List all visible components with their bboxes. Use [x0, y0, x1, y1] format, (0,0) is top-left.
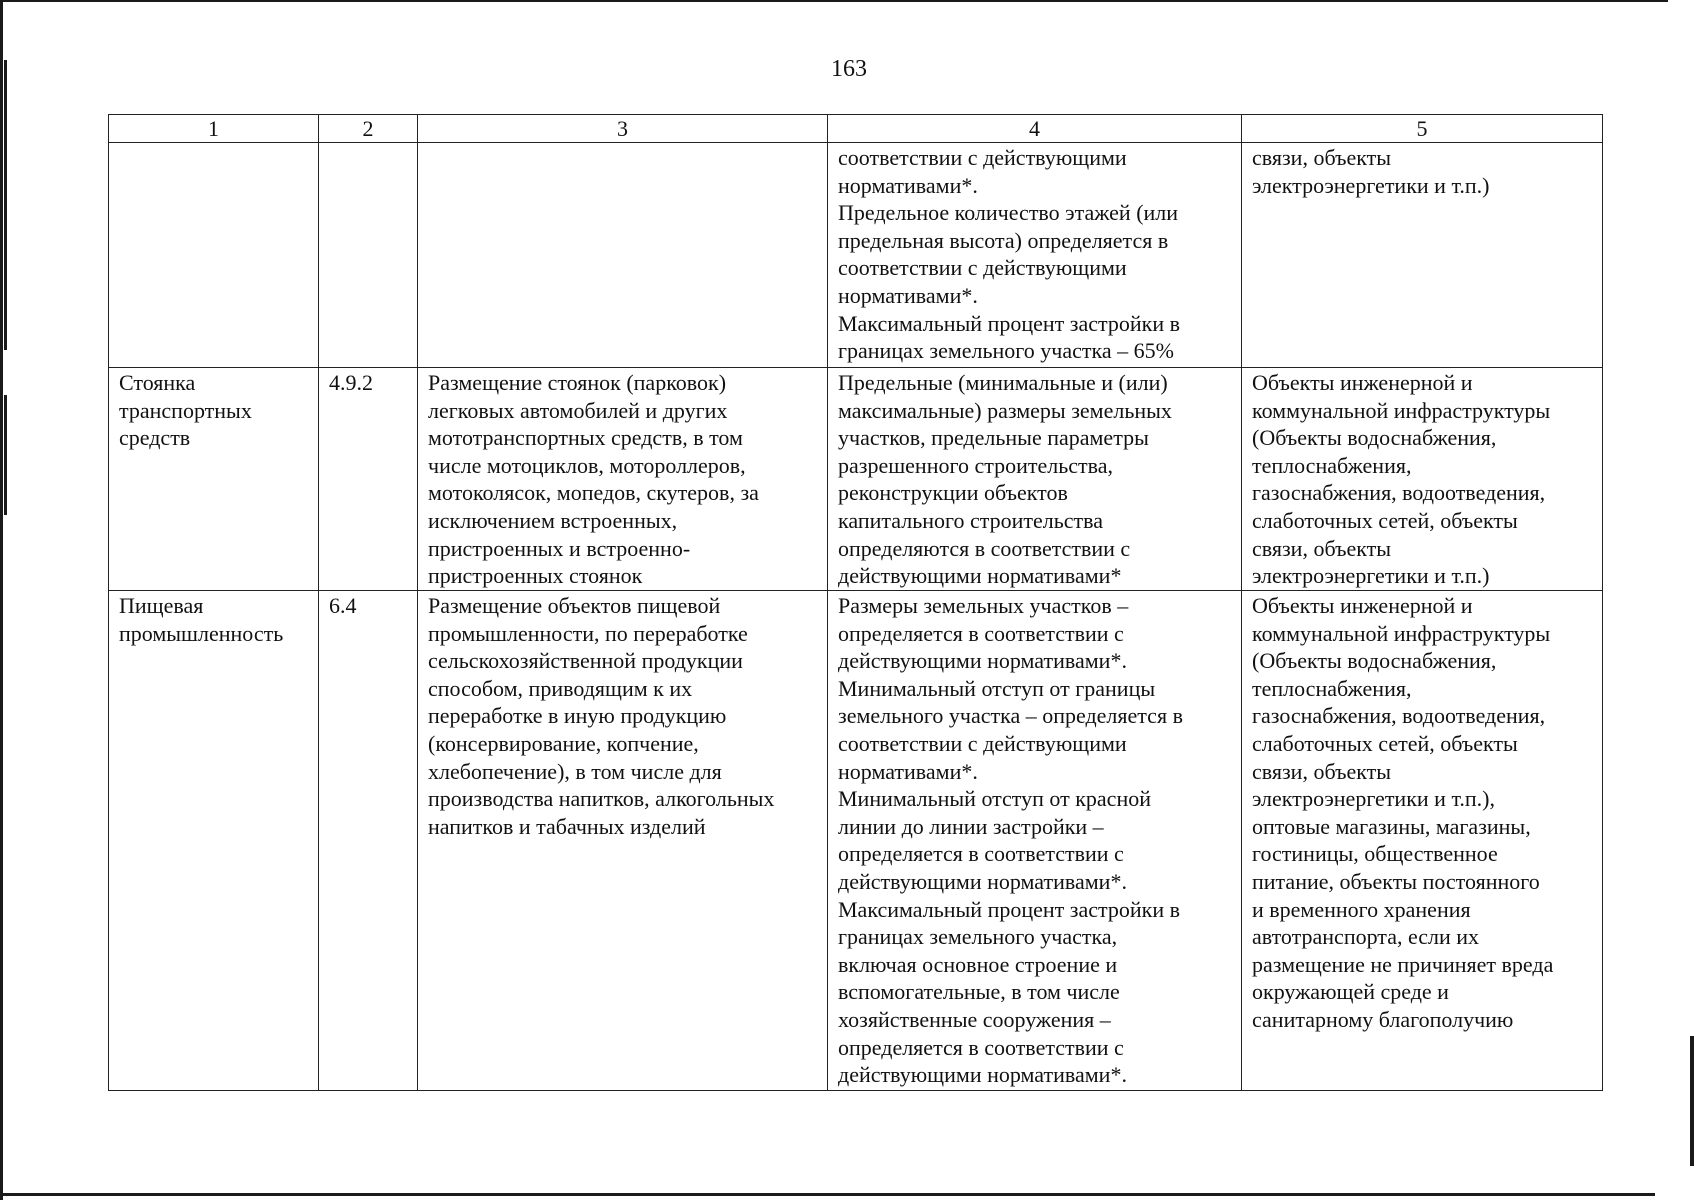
column-header-4: 4 [828, 115, 1242, 143]
cell-name [109, 143, 319, 368]
scan-frame-left-mark [4, 395, 7, 515]
cell-parameters: Предельные (минимальные и (или) максимальные) размеры земельных участков, предельные параметры разрешенного строительства, реконструкции объектов капитального строительства определяются в соответствии с действующими нормативами* [828, 368, 1242, 591]
cell-description: Размещение стоянок (парковок) легковых автомобилей и других мототранспортных средств, в том числе мотоциклов, мотороллеров, мотоколясок, мопедов, скутеров, за исключением встроенных, пристроенных и встроенно- пристроенных стоянок [418, 368, 828, 591]
table-row [109, 368, 1603, 591]
scan-frame-bottom-edge [0, 1193, 1655, 1196]
column-header-5: 5 [1242, 115, 1603, 143]
column-header-1: 1 [109, 115, 319, 143]
column-header-3: 3 [418, 115, 828, 143]
cell-code [319, 143, 418, 368]
cell-parameters: соответствии с действующими нормативами*. Предельное количество этажей (или предельная высота) определяется в соответствии с действующими нормативами*. Максимальный процент застройки в границах земельного участка – 65% [828, 143, 1242, 368]
table-row [109, 591, 1603, 1091]
scan-frame-right-mark [1690, 1036, 1694, 1166]
cell-parameters: Размеры земельных участков – определяется в соответствии с действующими нормативами*. Минимальный отступ от границы земельного участка – определяется в соответствии с действующими нормативами*. Минимальный отступ от красной линии до линии застройки – определяется в соответствии с действующими нормативами*. Максимальный процент застройки в границах земельного участка, включая основное строение и вспомогательные, в том числе хозяйственные сооружения – определяется в соответствии с действующими нормативами*. [828, 591, 1242, 1091]
page-number: 163 [831, 56, 867, 82]
scan-frame-top-edge [0, 0, 1668, 2]
table-row [109, 143, 1603, 368]
cell-auxiliary-uses: Объекты инженерной и коммунальной инфраструктуры (Объекты водоснабжения, теплоснабжения, газоснабжения, водоотведения, слаботочных сетей, объекты связи, объекты электроэнергетики и т.п.) [1242, 368, 1603, 591]
cell-auxiliary-uses: Объекты инженерной и коммунальной инфраструктуры (Объекты водоснабжения, теплоснабжения, газоснабжения, водоотведения, слаботочных сетей, объекты связи, объекты электроэнергетики и т.п.), оптовые магазины, магазины, гостиницы, общественное питание, объекты постоянного и временного хранения автотранспорта, если их размещение не причиняет вреда окружающей среде и санитарному благополучию [1242, 591, 1603, 1091]
table-header-row [109, 115, 1603, 143]
cell-code: 4.9.2 [319, 368, 418, 591]
cell-description: Размещение объектов пищевой промышленности, по переработке сельскохозяйственной продукции способом, приводящим к их переработке в иную продукцию (консервирование, копчение, хлебопечение), в том числе для производства напитков, алкогольных напитков и табачных изделий [418, 591, 828, 1091]
scan-frame-left-mark [4, 60, 7, 350]
cell-code: 6.4 [319, 591, 418, 1091]
cell-auxiliary-uses: связи, объекты электроэнергетики и т.п.) [1242, 143, 1603, 368]
zoning-table [108, 114, 1603, 1091]
cell-description [418, 143, 828, 368]
cell-name: Пищевая промышленность [109, 591, 319, 1091]
scan-frame-left-edge [0, 0, 3, 1200]
column-header-2: 2 [319, 115, 418, 143]
cell-name: Стоянка транспортных средств [109, 368, 319, 591]
